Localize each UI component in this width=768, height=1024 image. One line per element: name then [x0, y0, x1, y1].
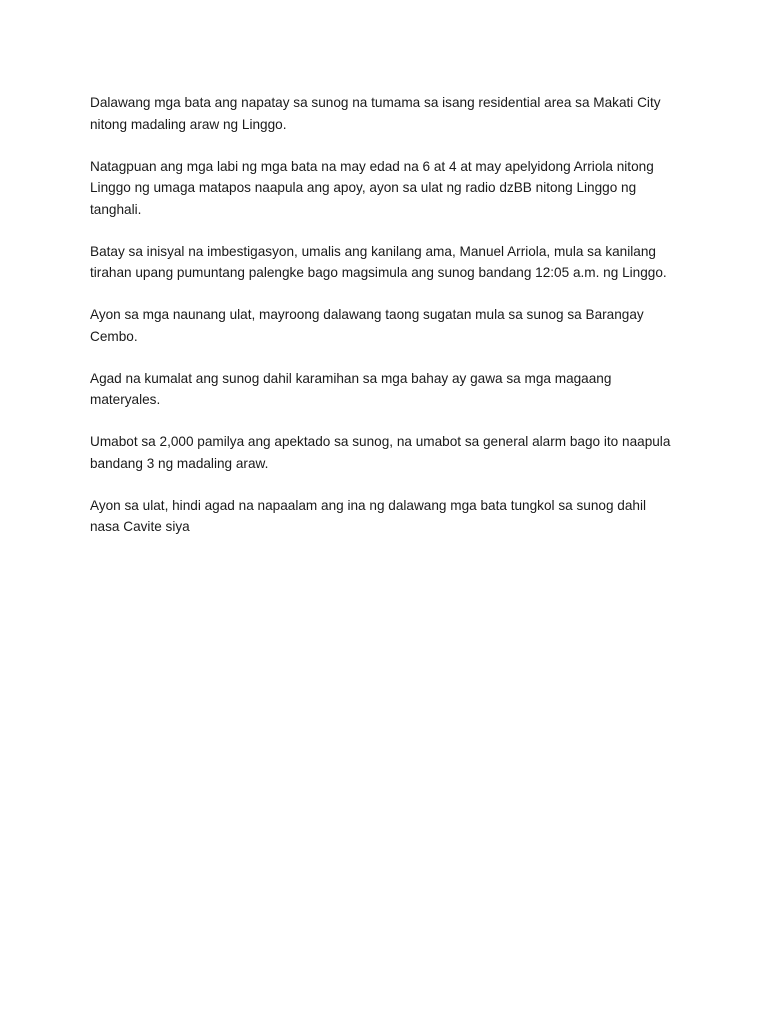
- paragraph-line: Agad na kumalat ang sunog dahil karamihan sa mga bahay ay gawa sa mga magaang: [90, 370, 612, 386]
- document-body: [90, 92, 680, 558]
- paragraph-2: [90, 156, 680, 221]
- paragraph-line: Ayon sa mga naunang ulat, mayroong dalawang taong sugatan mula sa sunog sa Barangay: [90, 307, 644, 322]
- paragraph-3: [90, 241, 680, 284]
- paragraph-line: Linggo ng umaga matapos naapula ang apoy, ayon sa ulat ng radio dzBB nitong Linggo ng: [90, 180, 637, 195]
- paragraph-line: nitong madaling araw ng Linggo.: [90, 116, 287, 132]
- paragraph-line: Natagpuan ang mga labi ng mga bata na may edad na 6 at 4 at may apelyidong Arriola nitong: [90, 158, 654, 174]
- paragraph-line: Batay sa inisyal na imbestigasyon, umalis ang kanilang ama, Manuel Arriola, mula sa kanilang: [90, 243, 656, 259]
- paragraph-line: Umabot sa 2,000 pamilya ang apektado sa sunog, na umabot sa general alarm bago ito naapula: [90, 434, 671, 449]
- paragraph-line: Ayon sa ulat, hindi agad na napaalam ang ina ng dalawang mga bata tungkol sa sunog dahil: [90, 497, 646, 513]
- paragraph-1: [90, 92, 680, 135]
- paragraph-line: nasa Cavite siya: [90, 519, 190, 534]
- paragraph-line: tanghali.: [90, 201, 142, 217]
- paragraph-6: [90, 431, 680, 474]
- paragraph-line: tirahan upang pumuntang palengke bago magsimula ang sunog bandang 12:05 a.m. ng Linggo.: [90, 265, 667, 280]
- paragraph-line: Cembo.: [90, 328, 138, 344]
- paragraph-line: bandang 3 ng madaling araw.: [90, 455, 269, 471]
- paragraph-4: [90, 304, 680, 347]
- paragraph-5: [90, 368, 680, 411]
- paragraph-7: [90, 495, 680, 538]
- paragraph-line: Dalawang mga bata ang napatay sa sunog na tumama sa isang residential area sa Makati City: [90, 95, 661, 110]
- paragraph-line: materyales.: [90, 392, 161, 407]
